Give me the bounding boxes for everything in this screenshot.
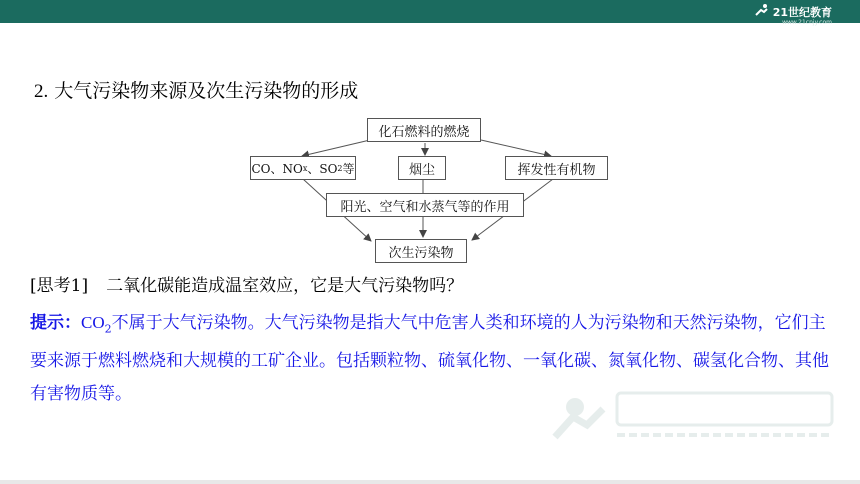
answer-text: 不属于大气污染物。大气污染物是指大气中危害人类和环境的人为污染物和天然污染物，它们主要来源于燃料燃烧和大规模的工矿企业。包括颗粒物、硫氧化物、一氧化碳、氮氧化物、碳氢化合物、其他有害物质等。 bbox=[30, 313, 829, 405]
primary-pollutant-box-dust bbox=[398, 156, 446, 180]
primary-pollutant-box-gases bbox=[250, 156, 356, 180]
source-label: 化石燃料的燃烧 bbox=[378, 124, 470, 140]
gases-label-part: 等 bbox=[342, 161, 355, 176]
dust-label: 烟尘 bbox=[408, 162, 435, 178]
condition-label: 阳光、空气和水蒸气等的作用 bbox=[340, 199, 510, 215]
voc-label: 挥发性有机物 bbox=[517, 162, 596, 178]
bottom-strip bbox=[0, 480, 860, 484]
gases-subscript-2: 2 bbox=[337, 163, 343, 173]
logo-text: 21世纪教育 bbox=[772, 5, 832, 19]
condition-box bbox=[326, 193, 524, 217]
question-label: [思考1] bbox=[30, 276, 89, 296]
gases-label-part: 、SO bbox=[307, 161, 338, 176]
gases-subscript-x: x bbox=[302, 163, 308, 173]
answer-co-subscript: 2 bbox=[104, 322, 112, 336]
logo-url: www.21cnjy.com bbox=[782, 19, 832, 26]
result-label: 次生污染物 bbox=[388, 245, 454, 261]
result-box bbox=[375, 239, 467, 263]
section-title: 大气污染物来源及次生污染物的形成 bbox=[54, 80, 359, 102]
answer-co: CO bbox=[81, 313, 105, 332]
brand-watermark bbox=[545, 385, 845, 445]
question-line bbox=[30, 271, 463, 296]
section-number: 2. bbox=[34, 81, 49, 102]
primary-pollutant-box-voc bbox=[505, 156, 608, 180]
source-box bbox=[367, 118, 481, 142]
answer-lead: 提示： bbox=[30, 313, 81, 333]
question-text: 二氧化碳能造成温室效应，它是大气污染物吗？ bbox=[106, 276, 464, 296]
gases-label-part: CO、NO bbox=[251, 161, 303, 176]
